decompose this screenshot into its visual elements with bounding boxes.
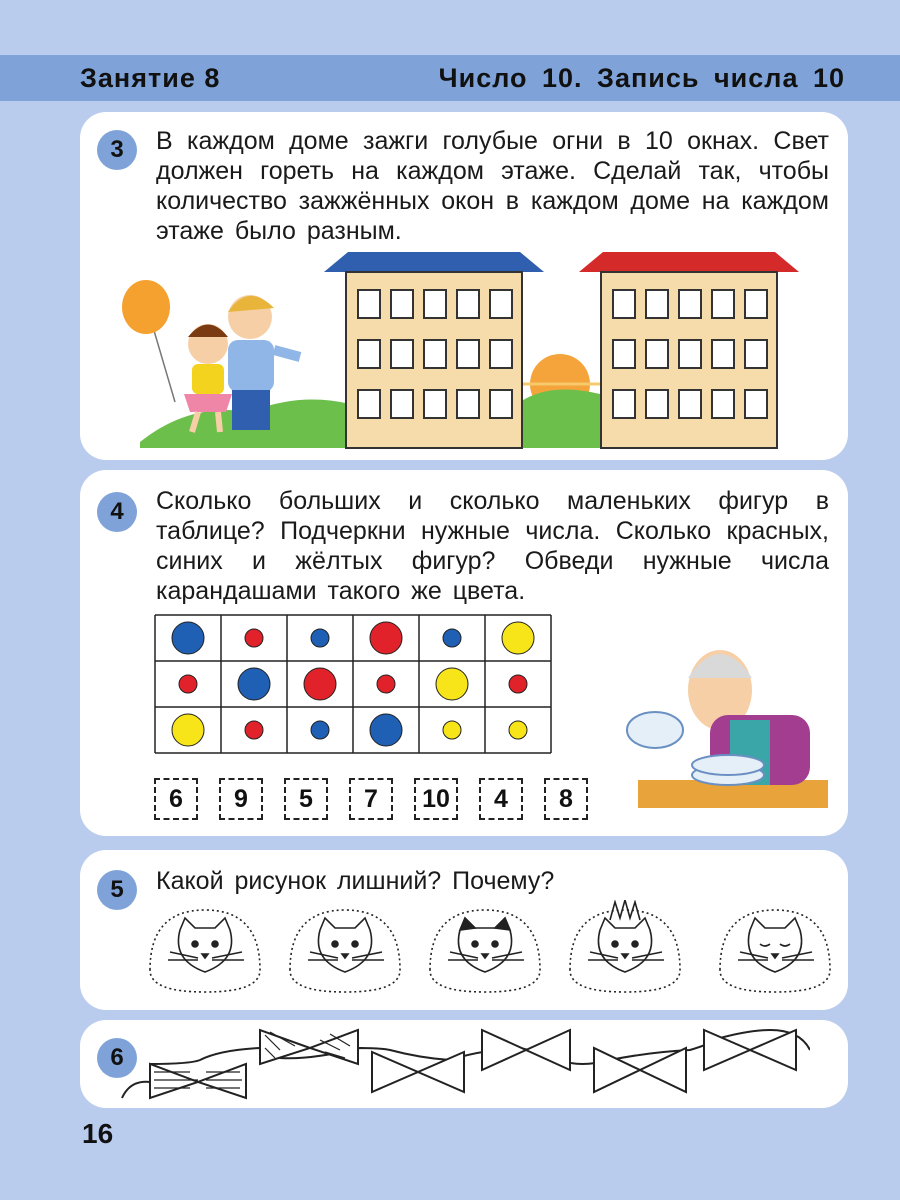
big-yellow-circle: [172, 714, 204, 746]
window: [391, 290, 413, 318]
answer-box: 6: [154, 778, 198, 820]
window: [490, 390, 512, 418]
small-red-circle: [245, 629, 263, 647]
cat-drawing-4: [570, 900, 680, 992]
cats-illustration: [80, 900, 848, 1010]
small-yellow-circle: [509, 721, 527, 739]
task-4-card: [80, 470, 848, 836]
window: [358, 290, 380, 318]
window: [391, 340, 413, 368]
house-1: [324, 252, 544, 448]
big-red-circle: [304, 668, 336, 700]
cat-drawing-2: [290, 910, 400, 992]
task-6-card: [80, 1020, 848, 1108]
task-number-badge: 4: [97, 492, 137, 532]
big-red-circle: [370, 622, 402, 654]
task-number-badge: 6: [97, 1038, 137, 1078]
bow-4-right: [526, 1030, 570, 1070]
window: [679, 340, 701, 368]
bow-6-right: [750, 1030, 796, 1070]
small-red-circle: [245, 721, 263, 739]
window: [745, 290, 767, 318]
window: [613, 340, 635, 368]
small-red-circle: [377, 675, 395, 693]
cat-drawing-1: [150, 910, 260, 992]
window: [712, 340, 734, 368]
window: [613, 390, 635, 418]
window: [457, 340, 479, 368]
window: [745, 390, 767, 418]
big-blue-circle: [370, 714, 402, 746]
answer-box: 5: [284, 778, 328, 820]
lesson-title: Занятие 8: [80, 63, 221, 93]
window: [424, 390, 446, 418]
page-number: 16: [82, 1118, 114, 1149]
window: [424, 340, 446, 368]
answer-box: 7: [349, 778, 393, 820]
answer-box: 10: [414, 778, 458, 820]
task-4-text: Сколько больших и сколько маленьких фигур в таблице? Подчеркни нужные числа. Сколько красных, синих и жёлтых фигур? Обведи нужные числа карандашами такого же цвета.: [156, 487, 829, 605]
window: [646, 390, 668, 418]
window: [358, 390, 380, 418]
window: [424, 290, 446, 318]
bow-pattern: [110, 1020, 810, 1108]
figures-table: [154, 614, 554, 764]
bow-1-left: [150, 1064, 198, 1098]
task-3-illustration: [80, 112, 848, 460]
cat-drawing-3: [430, 910, 540, 992]
bow-3-left: [372, 1052, 418, 1092]
window: [490, 340, 512, 368]
small-yellow-circle: [443, 721, 461, 739]
lesson-topic: Число 10. Запись числа 10: [438, 63, 845, 93]
big-yellow-circle: [502, 622, 534, 654]
task-3-card: [80, 112, 848, 460]
cat-drawing-5: [720, 910, 830, 992]
task-5-card: [80, 850, 848, 1010]
window: [646, 340, 668, 368]
window: [646, 290, 668, 318]
bow-5-left: [594, 1048, 640, 1092]
small-blue-circle: [311, 629, 329, 647]
window: [391, 390, 413, 418]
window: [679, 390, 701, 418]
answer-boxes: [154, 778, 588, 820]
task-number-badge: 3: [97, 130, 137, 170]
task-5-text: Какой рисунок лишний? Почему?: [156, 867, 555, 895]
small-blue-circle: [443, 629, 461, 647]
big-blue-circle: [238, 668, 270, 700]
house-2: [579, 252, 799, 448]
answer-box: 9: [219, 778, 263, 820]
answer-box: 8: [544, 778, 588, 820]
window: [457, 290, 479, 318]
lesson-header: [0, 55, 900, 101]
big-yellow-circle: [436, 668, 468, 700]
small-red-circle: [509, 675, 527, 693]
window: [712, 390, 734, 418]
task-number-badge: 5: [97, 870, 137, 910]
task-3-text: В каждом доме зажги голубые огни в 10 окнах. Свет должен гореть на каждом этаже. Сделай так, чтобы количество зажжённых окон в каждом доме на каждом этаже было разным.: [156, 127, 829, 245]
bow-4-left: [482, 1030, 526, 1070]
window: [358, 340, 380, 368]
window: [712, 290, 734, 318]
window: [745, 340, 767, 368]
bow-1-right: [198, 1064, 246, 1098]
window: [679, 290, 701, 318]
grandmother-illustration: [620, 630, 850, 820]
small-red-circle: [179, 675, 197, 693]
window: [490, 290, 512, 318]
big-blue-circle: [172, 622, 204, 654]
window: [613, 290, 635, 318]
window: [457, 390, 479, 418]
small-blue-circle: [311, 721, 329, 739]
answer-box: 4: [479, 778, 523, 820]
